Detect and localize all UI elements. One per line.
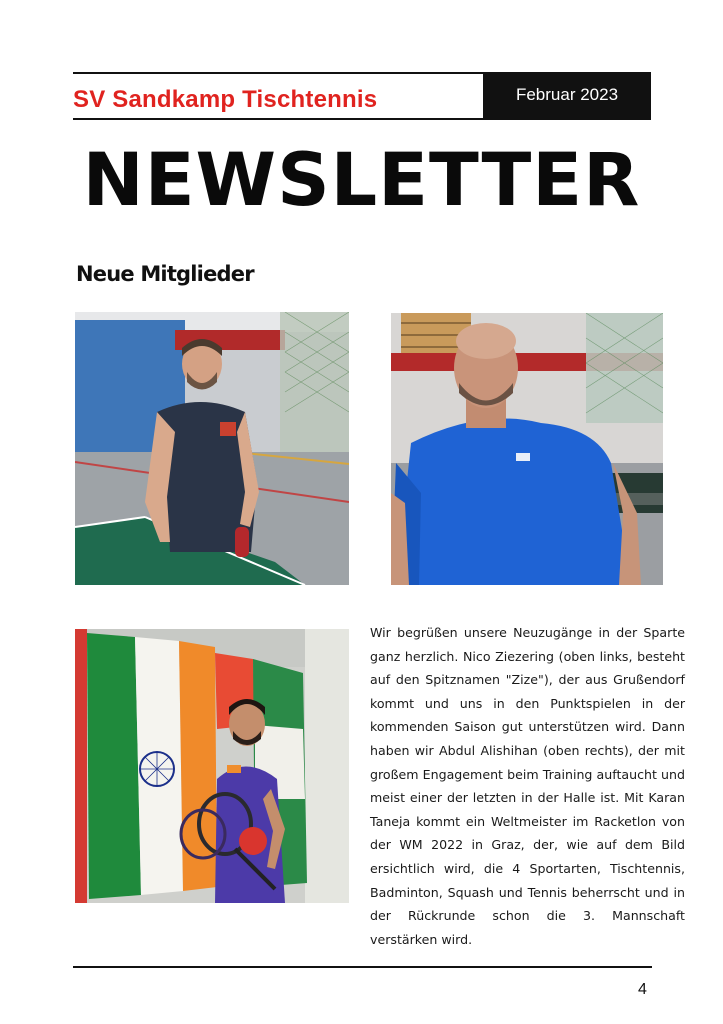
header-rule-bottom <box>73 118 483 120</box>
section-heading: Neue Mitglieder <box>76 262 254 286</box>
photo-karan-taneja <box>75 629 349 903</box>
photo-abdul-alishihan <box>391 313 663 585</box>
issue-date: Februar 2023 <box>515 85 619 104</box>
issue-date-badge <box>483 72 651 120</box>
photo-nico-ziezering <box>75 312 349 585</box>
newsletter-title: NEWSLETTER <box>82 138 641 223</box>
club-name: SV Sandkamp Tischtennis <box>73 86 378 113</box>
article-text: Wir begrüßen unsere Neuzugänge in der Sparte ganz herzlich. Nico Ziezering (oben links, besteht auf den Spitznamen "Zize"), der aus Grußendorf kommt und uns in den Punktspielen in der kommenden Saison gut unterstützen wird. Dann haben wir Abdul Alishihan (oben rechts), der mit großem Engagement beim Training auftaucht und meist einer der letzten in der Halle ist. Mit Karan Taneja kommt ein Weltmeister im Racketlon von der WM 2022 in Graz, der, wie auf dem Bild ersichtlich wird, die 4 Sportarten, Tischtennis, Badminton, Squash und Tennis beherrscht und in der Rückrunde schon die 3. Mannschaft verstärken wird. <box>370 625 685 947</box>
footer-rule <box>73 966 652 968</box>
page-number: 4 <box>638 981 647 998</box>
